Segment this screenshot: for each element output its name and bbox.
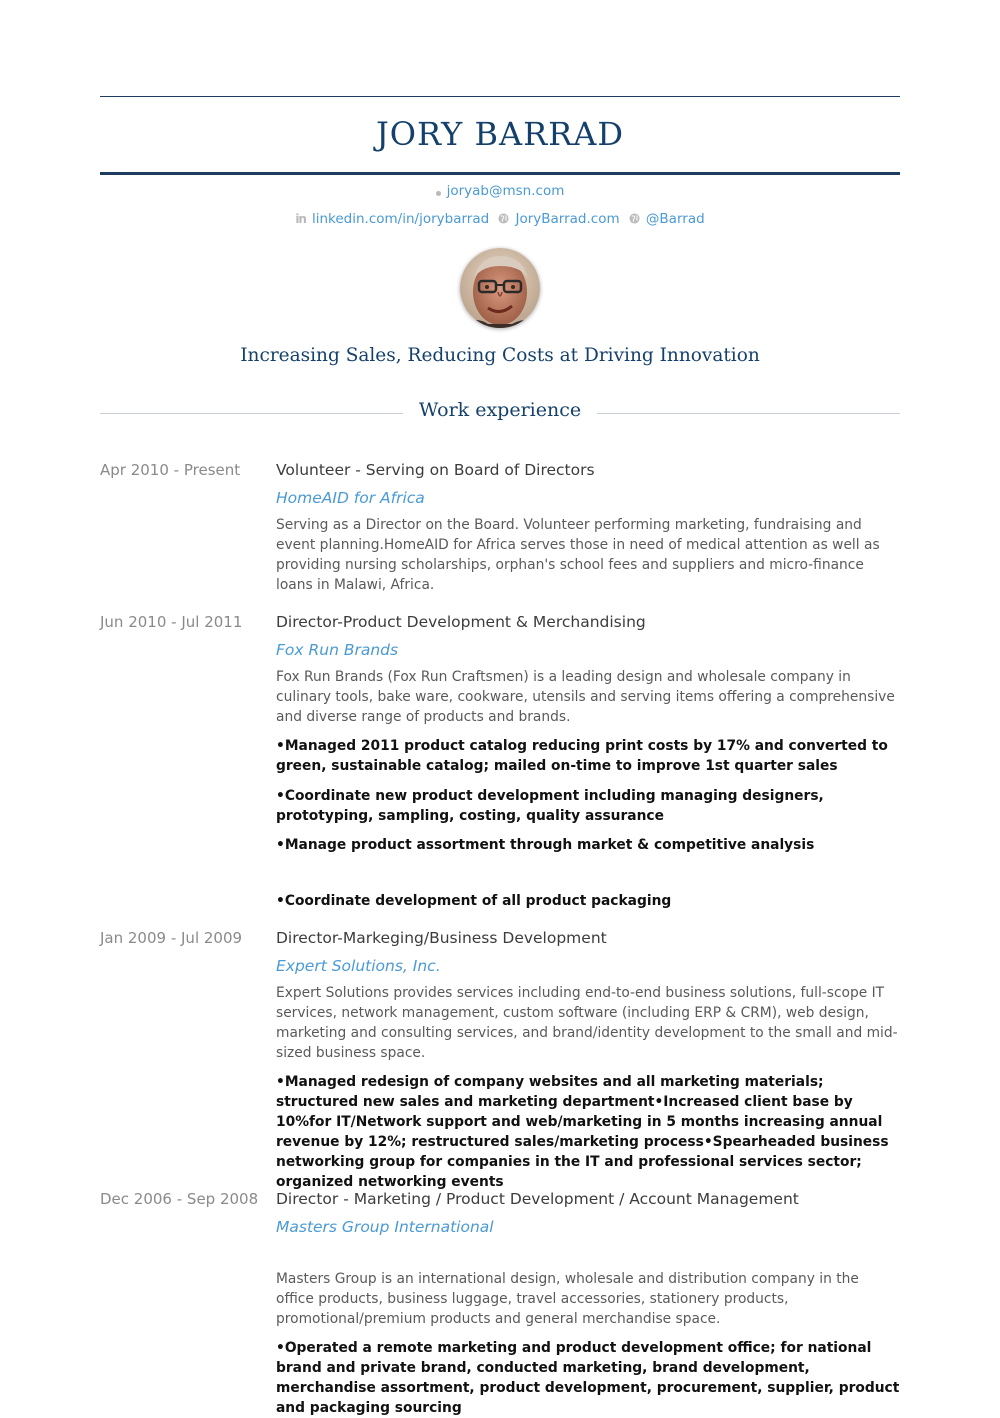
candidate-name: JORY BARRAD bbox=[375, 115, 625, 153]
job-role: Director - Marketing / Product Development / Account Management bbox=[276, 1190, 799, 1208]
job-company[interactable]: Masters Group International bbox=[276, 1218, 494, 1236]
job-bullet: •Managed 2011 product catalog reducing print costs by 17% and converted to green, sustainable catalog; mailed on-time to improve 1st quarter sales bbox=[276, 738, 888, 774]
section-title: Work experience bbox=[418, 399, 582, 421]
job-date: Jun 2010 - Jul 2011 bbox=[100, 613, 243, 631]
contact-line-social bbox=[100, 209, 900, 229]
job-role: Director-Product Development & Merchandising bbox=[276, 613, 646, 631]
job-bullet: •Coordinate new product development including managing designers, prototyping, sampling, costing, quality assurance bbox=[276, 788, 824, 824]
job-company[interactable]: HomeAID for Africa bbox=[276, 489, 425, 507]
work-experience-heading bbox=[100, 397, 900, 423]
job-description: Serving as a Director on the Board. Volunteer performing marketing, fundraising and event planning.HomeAID for Africa serves those in need of medical attention as well as providing nursing scholarships, orphan's school fees and suppliers and micro-finance loans in Malawi, Africa. bbox=[276, 517, 880, 593]
job-body bbox=[276, 667, 900, 911]
email-link[interactable]: joryab@msn.com bbox=[446, 183, 565, 199]
job-bullet: •Managed redesign of company websites and all marketing materials; structured new sales and marketing department•Increased client base by 10%for IT/Network support and web/marketing in 5 months increasing annual revenue by 12%; restructured sales/marketing process•Spearheaded business networking group for companies in the IT and professional services sector; organized networking events bbox=[276, 1074, 889, 1190]
website-link[interactable]: JoryBarrad.com bbox=[515, 211, 620, 227]
twitter-link[interactable]: @Barrad bbox=[645, 211, 705, 227]
avatar bbox=[460, 248, 540, 328]
job-body bbox=[276, 1269, 900, 1418]
job-role: Volunteer - Serving on Board of Directors bbox=[276, 461, 595, 479]
job-date: Jan 2009 - Jul 2009 bbox=[100, 929, 243, 947]
section-divider-right bbox=[597, 413, 900, 414]
job-body bbox=[276, 515, 900, 595]
job-date: Apr 2010 - Present bbox=[100, 461, 241, 479]
globe-icon bbox=[498, 213, 509, 224]
avatar-photo bbox=[460, 248, 540, 328]
professional-headline: Increasing Sales, Reducing Costs at Driving Innovation bbox=[240, 345, 760, 366]
job-bullet: •Manage product assortment through market & competitive analysis bbox=[276, 837, 815, 853]
job-bullet: •Coordinate development of all product packaging bbox=[276, 893, 672, 909]
contact-line-email bbox=[100, 181, 900, 201]
job-role: Director-Markeging/Business Development bbox=[276, 929, 607, 947]
job-company[interactable]: Fox Run Brands bbox=[276, 641, 399, 659]
dot-icon bbox=[436, 191, 441, 196]
job-description: Expert Solutions provides services including end-to-end business solutions, full-scope IT services, network management, custom software (including ERP & CRM), web design, marketing and consulting services, and brand/identity development to the small and mid-sized business space. bbox=[276, 985, 898, 1061]
job-company[interactable]: Expert Solutions, Inc. bbox=[276, 957, 441, 975]
job-body bbox=[276, 983, 900, 1192]
header-top-rule bbox=[100, 96, 900, 97]
job-description: Masters Group is an international design, wholesale and distribution company in the office products, business luggage, travel accessories, stationery products, promotional/premium products and general merchandise space. bbox=[276, 1271, 859, 1327]
job-bullet: •Operated a remote marketing and product development office; for national brand and private brand, conducted marketing, brand development, merchandise assortment, product development, procurement, supplier, product and packaging sourcing bbox=[276, 1340, 900, 1416]
linkedin-link[interactable]: linkedin.com/in/jorybarrad bbox=[311, 211, 490, 227]
linkedin-icon: in bbox=[295, 212, 306, 226]
header-bottom-rule bbox=[100, 172, 900, 175]
job-description: Fox Run Brands (Fox Run Craftsmen) is a leading design and wholesale company in culinary tools, bake ware, cookware, utensils and serving items offering a comprehensive and diverse range of products and brands. bbox=[276, 669, 895, 725]
job-date: Dec 2006 - Sep 2008 bbox=[100, 1190, 259, 1208]
globe-icon bbox=[629, 213, 640, 224]
